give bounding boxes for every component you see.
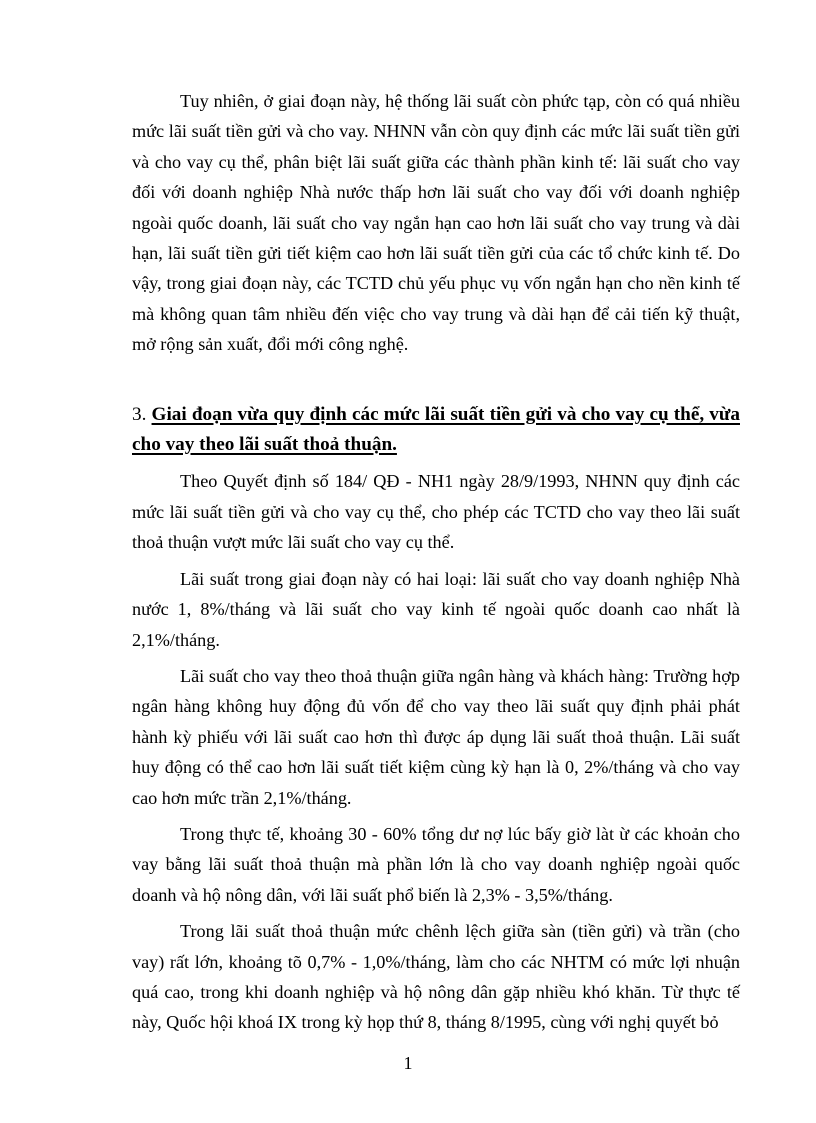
section-number: 3. xyxy=(132,403,147,425)
body-paragraph-3: Lãi suất cho vay theo thoả thuận giữa ngân hàng và khách hàng: Trường hợp ngân hàng không huy động đủ vốn để cho vay theo lãi suất quy định phải phát hành kỳ phiếu với lãi suất cao hơn thì được áp dụng lãi suất thoả thuận. Lãi suất huy động có thể cao hơn lãi suất tiết kiệm cùng kỳ hạn là 0, 2%/tháng và cho vay cao hơn mức trần 2,1%/tháng. xyxy=(132,665,740,808)
body-paragraph-4: Trong thực tế, khoảng 30 - 60% tổng dư nợ lúc bấy giờ làt ừ các khoản cho vay bằng lãi suất thoả thuận mà phần lớn là cho vay doanh nghiệp ngoài quốc doanh và hộ nông dân, với lãi suất phổ biến là 2,3% - 3,5%/tháng. xyxy=(132,823,740,905)
page-number: 1 xyxy=(403,1053,413,1073)
body-paragraph-1: Theo Quyết định số 184/ QĐ - NH1 ngày 28/9/1993, NHNN quy định các mức lãi suất tiền gửi và cho vay cụ thể, cho phép các TCTD cho vay theo lãi suất thoả thuận vượt mức lãi suất cho vay cụ thể. xyxy=(132,471,740,553)
section-title: Giai đoạn vừa quy định các mức lãi suất tiền gửi và cho vay cụ thể, vừa cho vay theo lãi suất thoả thuận. xyxy=(132,403,740,456)
section-spacer xyxy=(132,360,740,400)
intro-paragraph: Tuy nhiên, ở giai đoạn này, hệ thống lãi suất còn phức tạp, còn có quá nhiều mức lãi suất tiền gửi và cho vay. NHNN vẫn còn quy định các mức lãi suất tiền gửi và cho vay cụ thể, phân biệt lãi suất giữa các thành phần kinh tế: lãi suất cho vay đối với doanh nghiệp Nhà nước thấp hơn lãi suất cho vay đối với doanh nghiệp ngoài quốc doanh, lãi suất cho vay ngắn hạn cao hơn lãi suất cho vay trung và dài hạn, lãi suất tiền gửi tiết kiệm cao hơn lãi suất tiền gửi của các tổ chức kinh tế. Do vậy, trong giai đoạn này, các TCTD chủ yếu phục vụ vốn ngắn hạn cho nền kinh tế mà không quan tâm nhiều đến việc cho vay trung và dài hạn để cải tiến kỹ thuật, mở rộng sản xuất, đổi mới công nghệ. xyxy=(132,91,740,355)
section-heading xyxy=(132,400,740,461)
document-page xyxy=(132,86,740,1038)
body-paragraph-5: Trong lãi suất thoả thuận mức chênh lệch giữa sàn (tiền gửi) và trần (cho vay) rất lớn, khoảng tõ 0,7% - 1,0%/tháng, làm cho các NHTM có mức lợi nhuận quá cao, trong khi doanh nghiệp và hộ nông dân gặp nhiều khó khăn. Từ thực tế này, Quốc hội khoá IX trong kỳ họp thứ 8, tháng 8/1995, cùng với nghị quyết bỏ xyxy=(132,921,740,1033)
body-paragraph-2: Lãi suất trong giai đoạn này có hai loại: lãi suất cho vay doanh nghiệp Nhà nước 1, 8%/tháng và lãi suất cho vay kinh tế ngoài quốc doanh cao nhất là 2,1%/tháng. xyxy=(132,568,740,650)
